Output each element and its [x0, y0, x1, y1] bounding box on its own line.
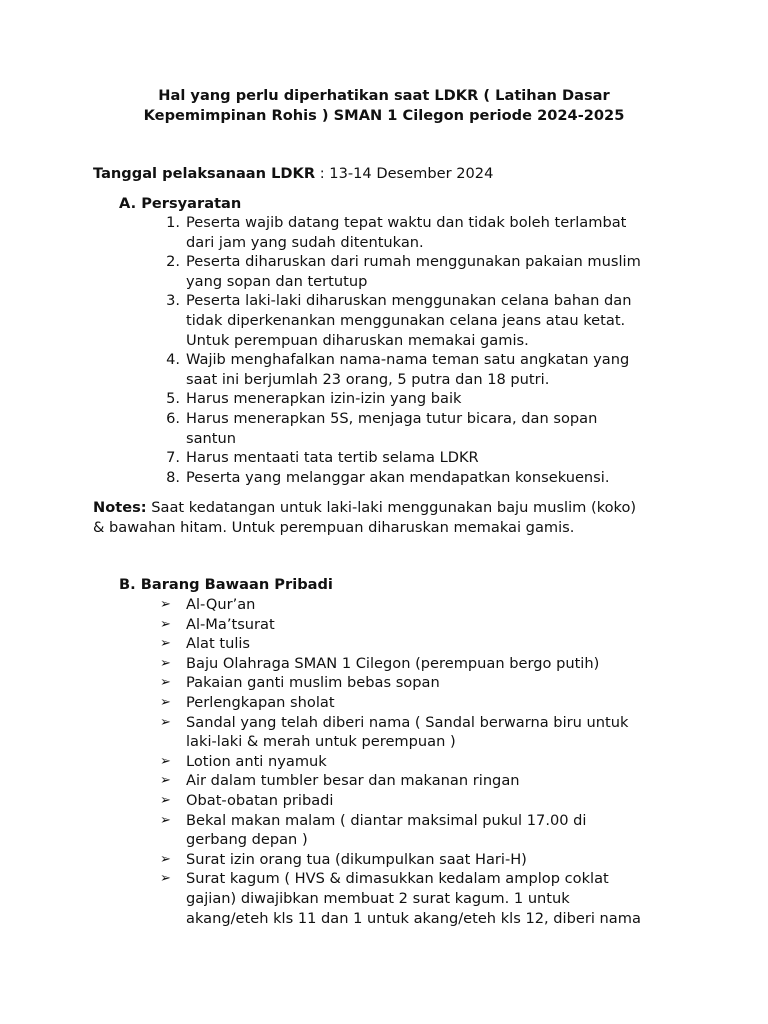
- requirement-text-line: saat ini berjumlah 23 orang, 5 putra dan 18 putri.: [186, 370, 550, 388]
- requirement-text-line: dari jam yang sudah ditentukan.: [186, 233, 424, 251]
- personal-item-text: [186, 595, 676, 615]
- arrow-bullet-icon: ➢: [160, 694, 171, 710]
- arrow-bullet-icon: ➢: [160, 636, 171, 652]
- personal-item-text-line: Surat izin orang tua (dikumpulkan saat Hari-H): [186, 850, 527, 868]
- requirement-text-line: tidak diperkenankan menggunakan celana jeans atau ketat.: [186, 311, 626, 329]
- personal-item-text-line: Pakaian ganti muslim bebas sopan: [186, 674, 440, 692]
- requirement-number: 8.: [166, 468, 180, 486]
- requirement-text: [186, 448, 676, 468]
- notes-line-1: [93, 498, 636, 518]
- personal-item-text: [186, 713, 676, 752]
- requirement-text-line: Peserta yang melanggar akan mendapatkan konsekuensi.: [186, 468, 610, 486]
- arrow-bullet-icon: ➢: [160, 851, 171, 867]
- requirement-text: [186, 409, 676, 448]
- personal-item-text: [186, 752, 676, 772]
- personal-items-list: [0, 595, 768, 928]
- requirement-text-line: yang sopan dan tertutup: [186, 272, 368, 290]
- personal-item-text-line: Surat kagum ( HVS & dimasukkan kedalam amplop coklat: [186, 870, 609, 888]
- personal-item-text-line: Al-Qur’an: [186, 596, 256, 613]
- personal-item-text-line: Air dalam tumbler besar dan makanan ringan: [186, 772, 520, 790]
- personal-item: [0, 771, 768, 791]
- requirement-number: 6.: [166, 409, 180, 427]
- notes-line-2: & bawahan hitam. Untuk perempuan diharuskan memakai gamis.: [93, 518, 575, 536]
- requirement-text: [186, 252, 676, 291]
- requirement-text: [186, 350, 676, 389]
- personal-item: [0, 713, 768, 752]
- personal-item: [0, 791, 768, 811]
- personal-item-text-line: Perlengkapan sholat: [186, 693, 335, 711]
- personal-item: [0, 634, 768, 654]
- title-line-2: Kepemimpinan Rohis ) SMAN 1 Cilegon periode 2024-2025: [143, 107, 625, 124]
- arrow-bullet-icon: ➢: [160, 675, 171, 691]
- requirement-text-line: Untuk perempuan diharuskan memakai gamis.: [186, 331, 529, 349]
- requirement-text: [186, 389, 676, 409]
- personal-item: [0, 811, 768, 850]
- notes-label: Notes:: [93, 499, 147, 516]
- arrow-bullet-icon: ➢: [160, 792, 171, 808]
- arrow-bullet-icon: ➢: [160, 655, 171, 671]
- requirement-text: [186, 291, 676, 350]
- requirement-text-line: santun: [186, 429, 237, 447]
- personal-item-text-line: Sandal yang telah diberi nama ( Sandal berwarna biru untuk: [186, 713, 629, 731]
- personal-item: [0, 752, 768, 772]
- event-date-label: Tanggal pelaksanaan LDKR: [93, 165, 316, 182]
- requirement-number: 3.: [166, 292, 180, 310]
- document-title: [100, 86, 668, 126]
- personal-item-text-line: Obat-obatan pribadi: [186, 791, 334, 809]
- requirement-item: [0, 291, 768, 350]
- arrow-bullet-icon: ➢: [160, 616, 171, 632]
- arrow-bullet-icon: ➢: [160, 597, 171, 612]
- requirement-item: [0, 252, 768, 291]
- personal-item-text: [186, 654, 676, 674]
- requirement-item: [0, 448, 768, 468]
- personal-item-text: [186, 791, 676, 811]
- requirement-text-line: Harus mentaati tata tertib selama LDKR: [186, 449, 479, 467]
- requirement-number: 7.: [166, 449, 180, 467]
- requirement-item: [0, 389, 768, 409]
- arrow-bullet-icon: ➢: [160, 812, 171, 828]
- title-line-1: Hal yang perlu diperhatikan saat LDKR ( Latihan Dasar: [158, 87, 610, 104]
- arrow-bullet-icon: ➢: [160, 753, 171, 769]
- personal-item-text: [186, 869, 676, 928]
- personal-item: [0, 615, 768, 635]
- personal-item-text-line: akang/eteh kls 11 dan 1 untuk akang/eteh kls 12, diberi nama: [186, 909, 641, 927]
- personal-item-text-line: Alat tulis: [186, 635, 251, 653]
- requirement-number: 5.: [166, 390, 180, 408]
- arrow-bullet-icon: ➢: [160, 773, 171, 789]
- requirement-text: [186, 213, 676, 252]
- section-b-heading: B. Barang Bawaan Pribadi: [119, 576, 333, 593]
- notes-block: [93, 498, 636, 537]
- personal-item-text-line: Baju Olahraga SMAN 1 Cilegon (perempuan bergo putih): [186, 654, 600, 672]
- personal-item: [0, 869, 768, 928]
- personal-item-text-line: Bekal makan malam ( diantar maksimal pukul 17.00 di: [186, 811, 587, 829]
- personal-item-text: [186, 693, 676, 713]
- personal-item: [0, 693, 768, 713]
- requirement-item: [0, 350, 768, 389]
- requirement-text-line: Peserta laki-laki diharuskan menggunakan celana bahan dan: [186, 292, 632, 310]
- personal-item-text-line: gajian) diwajibkan membuat 2 surat kagum. 1 untuk: [186, 889, 570, 907]
- personal-item-text-line: gerbang depan ): [186, 831, 308, 849]
- requirement-item: [0, 213, 768, 252]
- requirement-text-line: Wajib menghafalkan nama-nama teman satu angkatan yang: [186, 351, 630, 369]
- personal-item-text: [186, 771, 676, 791]
- requirements-list: [0, 213, 768, 487]
- personal-item-text: [186, 634, 676, 654]
- requirement-number: 2.: [166, 253, 180, 271]
- arrow-bullet-icon: ➢: [160, 871, 171, 887]
- requirement-text-line: Harus menerapkan izin-izin yang baik: [186, 390, 462, 408]
- requirement-text-line: Peserta wajib datang tepat waktu dan tidak boleh terlambat: [186, 214, 627, 231]
- personal-item-text: [186, 673, 676, 693]
- event-date-line: [93, 164, 493, 184]
- requirement-item: [0, 409, 768, 448]
- requirement-number: 4.: [166, 351, 180, 369]
- requirement-text-line: Harus menerapkan 5S, menjaga tutur bicara, dan sopan: [186, 409, 598, 427]
- personal-item-text: [186, 811, 676, 850]
- requirement-number: 1.: [166, 214, 180, 231]
- personal-item-text-line: laki-laki & merah untuk perempuan ): [186, 733, 456, 751]
- personal-item: [0, 595, 768, 615]
- arrow-bullet-icon: ➢: [160, 714, 171, 730]
- requirement-text-line: Peserta diharuskan dari rumah menggunakan pakaian muslim: [186, 253, 641, 271]
- requirement-text: [186, 468, 676, 488]
- personal-item: [0, 850, 768, 870]
- personal-item: [0, 654, 768, 674]
- personal-item-text-line: Lotion anti nyamuk: [186, 752, 327, 770]
- personal-item: [0, 673, 768, 693]
- personal-item-text: [186, 850, 676, 870]
- requirement-item: [0, 468, 768, 488]
- section-a-heading: A. Persyaratan: [119, 195, 242, 212]
- personal-item-text-line: Al-Ma’tsurat: [186, 615, 275, 633]
- notes-text-1: Saat kedatangan untuk laki-laki menggunakan baju muslim (koko): [146, 499, 637, 516]
- event-date-value: : 13-14 Desember 2024: [315, 165, 494, 182]
- personal-item-text: [186, 615, 676, 635]
